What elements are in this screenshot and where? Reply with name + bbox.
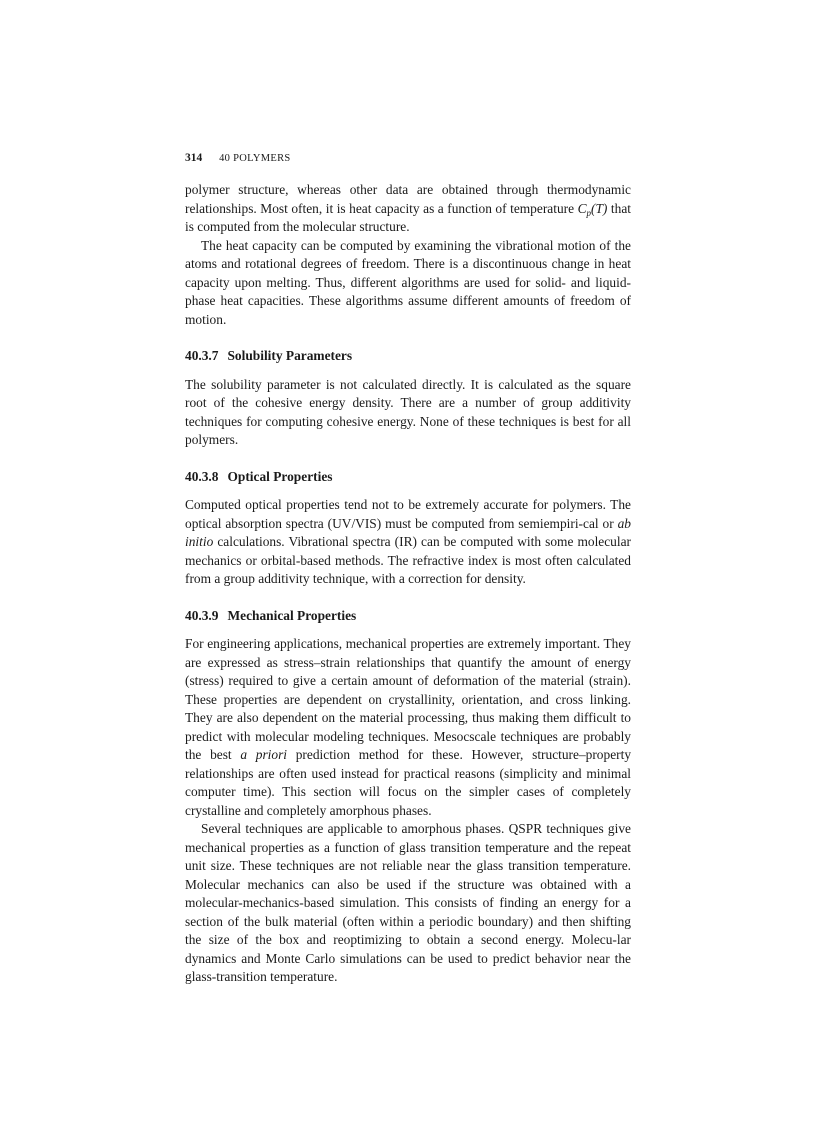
section-paragraph: The solubility parameter is not calculated directly. It is calculated as the square root of the cohesive energy density. There are a number of group additivity techniques for computing cohesive energy. None of these techniques is best for all polymers. xyxy=(185,376,631,447)
page-body xyxy=(185,181,631,987)
section-solubility xyxy=(185,347,631,450)
chapter-title: 40 POLYMERS xyxy=(219,153,291,164)
section-optical xyxy=(185,468,631,589)
intro-paragraph-2: The heat capacity can be computed by examining the vibrational motion of the atoms and rotational degrees of freedom. There is a discontinuous change in heat capacity upon melting. Thus, different algorithms are used for solid- and liquid-phase heat capacities. These algorithms assume different amounts of freedom of motion. xyxy=(185,237,631,327)
section-heading: 40.3.9 Mechanical Properties xyxy=(185,607,357,623)
section-mechanical xyxy=(185,607,631,987)
section-paragraph: For engineering applications, mechanical properties are extremely important. They are expressed as stress–strain relationships that quantify the amount of energy (stress) required to give a certain amount of deformation of the material (strain). These properties are dependent on crystallinity, orientation, and cross linking. They are also dependent on the material processing, thus making them difficult to predict with molecular modeling techniques. Mesocscale techniques are probably the best a priori prediction method for these. However, structure–property relationships are often used instead for practical reasons (simplicity and minimal computer time). This section will focus on the simpler cases of completely crystalline and completely amorphous phases. xyxy=(185,636,632,818)
section-heading: 40.3.7 Solubility Parameters xyxy=(185,348,353,363)
section-heading: 40.3.8 Optical Properties xyxy=(185,468,333,484)
section-paragraph: Computed optical properties tend not to be extremely accurate for polymers. The optical absorption spectra (UV/VIS) must be computed from semiempiri-cal or ab initio calculations. Vibrational spectra (IR) can be computed with some molecular mechanics or orbital-based methods. The refractive index is most often calculated from a group additivity technique, with a correction for density. xyxy=(185,497,631,586)
intro-paragraph-1: polymer structure, whereas other data are obtained through thermodynamic relationships. Most often, it is heat capacity as a function of temperature $C_p(T)$ that is computed from the molecular structure. xyxy=(185,182,631,234)
running-head xyxy=(185,151,291,166)
section-paragraph: Several techniques are applicable to amorphous phases. QSPR techniques give mechanical properties as a function of glass transition temperature and the repeat unit size. These techniques are not reliable near the glass transition temperature. Molecular mechanics can also be used if the structure was obtained with a molecular-mechanics-based simulation. This consists of finding an energy for a section of the bulk material (often within a periodic boundary) and then shifting the size of the box and reoptimizing to obtain a second energy. Molecu-lar dynamics and Monte Carlo simulations can be used to predict behavior near the glass-transition temperature. xyxy=(185,821,631,984)
page-number: 314 xyxy=(185,152,203,164)
heat-capacity-symbol: $C_p(T)$ xyxy=(577,200,608,218)
